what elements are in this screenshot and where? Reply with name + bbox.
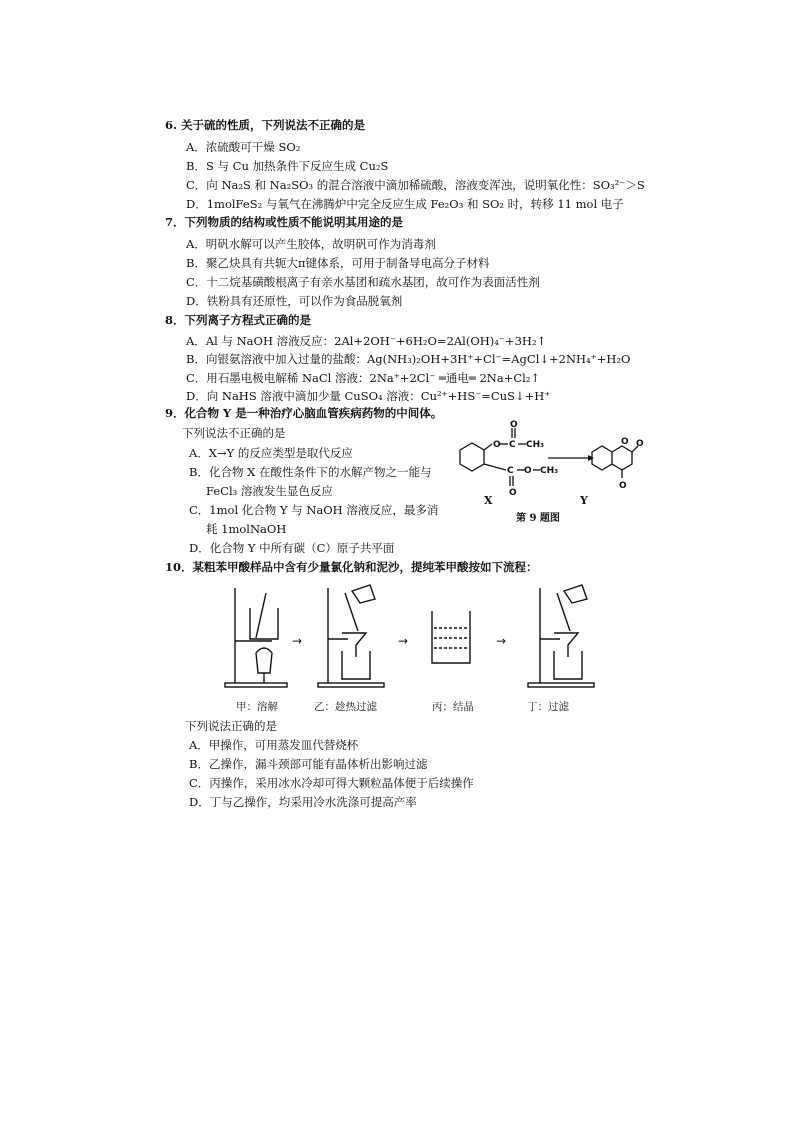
q9-option-a: A．X→Y 的反应类型是取代反应 [189, 446, 353, 460]
svg-text:O: O [524, 466, 532, 476]
q10-step-crystallize: 丙：结晶 [432, 701, 474, 713]
apparatus-filtration [528, 585, 594, 687]
q7-option-b: B．聚乙炔具有共轭大π键体系，可用于制备导电高分子材料 [186, 256, 490, 270]
q8-option-a: A．Al 与 NaOH 溶液反应：2Al+2OH⁻+6H₂O=2Al(OH)₄⁻+3H₂↑ [186, 334, 547, 348]
q10-apparatus-diagram [220, 583, 600, 693]
q10-option-b: B．乙操作，漏斗颈部可能有晶体析出影响过滤 [189, 757, 428, 771]
q9-option-c-line1: C．1mol 化合物 Y 与 NaOH 溶液反应，最多消 [189, 503, 439, 517]
flow-arrow-2: → [398, 634, 409, 648]
q9-option-d: D．化合物 Y 中所有碳（C）原子共平面 [189, 541, 395, 555]
q9-option-b-line1: B．化合物 X 在酸性条件下的水解产物之一能与 [189, 465, 432, 479]
q9-option-c-line2: 耗 1molNaOH [206, 522, 287, 536]
svg-text:O: O [636, 439, 644, 449]
q10-option-d: D．丁与乙操作，均采用冷水洗涤可提高产率 [189, 795, 417, 809]
q10-stem: 10．某粗苯甲酸样品中含有少量氯化钠和泥沙，提纯苯甲酸按如下流程： [165, 560, 538, 574]
q10-step-filtration: 丁：过滤 [527, 701, 569, 713]
q8-option-c: C．用石墨电极电解稀 NaCl 溶液：2Na⁺+2Cl⁻ ═通电═ 2Na+Cl₂↑ [186, 371, 541, 385]
q6-option-b: B．S 与 Cu 加热条件下反应生成 Cu₂S [186, 159, 389, 173]
y-benzene-ring [592, 446, 612, 470]
q10-option-c: C．丙操作，采用冰水冷却可得大颗粒晶体便于后续操作 [189, 776, 474, 790]
q9-sub-stem: 下列说法不正确的是 [182, 426, 286, 440]
q10-step-hot-filtration: 乙：趁热过滤 [314, 701, 377, 713]
q6-option-d: D．1molFeS₂ 与氧气在沸腾炉中完全反应生成 Fe₂O₃ 和 SO₂ 时，转移 11 mol 电子 [186, 197, 624, 211]
x-benzene-ring [460, 443, 484, 471]
q9-label-y: Y [580, 494, 588, 507]
svg-text:O: O [509, 488, 517, 498]
q9-stem: 9．化合物 Y 是一种治疗心脑血管疾病药物的中间体。 [165, 406, 443, 420]
q8-option-d: D．向 NaHS 溶液中滴加少量 CuSO₄ 溶液：Cu²⁺+HS⁻=CuS↓+H⁺ [186, 389, 551, 403]
reaction-arrow-head [588, 455, 594, 461]
q10-sub-stem: 下列说法正确的是 [185, 719, 277, 733]
q7-option-d: D．铁粉具有还原性，可以作为食品脱氧剂 [186, 294, 403, 308]
q10-step-dissolve: 甲：溶解 [236, 701, 278, 713]
apparatus-crystallization [432, 611, 470, 663]
q6-option-a: A．浓硫酸可干燥 SO₂ [186, 140, 301, 154]
q9-option-b-line2: FeCl₃ 溶液发生显色反应 [206, 484, 333, 498]
svg-text:CH₃: CH₃ [540, 466, 559, 476]
apparatus-dissolve [225, 588, 287, 687]
q7-option-c: C．十二烷基磺酸根离子有亲水基团和疏水基团，故可作为表面活性剂 [186, 275, 540, 289]
svg-text:O: O [510, 420, 518, 430]
svg-text:CH₃: CH₃ [526, 440, 545, 450]
flow-arrow-3: → [496, 634, 507, 648]
q9-label-x: X [484, 494, 493, 507]
q10-option-a: A．甲操作，可用蒸发皿代替烧杯 [189, 738, 359, 752]
svg-text:C: C [509, 440, 516, 450]
q8-stem: 8．下列离子方程式正确的是 [165, 313, 312, 327]
svg-text:O: O [619, 481, 627, 491]
svg-text:O: O [621, 437, 629, 447]
q8-option-b: B．向银氨溶液中加入过量的盐酸：Ag(NH₃)₂OH+3H⁺+Cl⁻=AgCl↓+2NH₄⁺+H₂O [186, 352, 631, 366]
q7-option-a: A．明矾水解可以产生胶体，故明矾可作为消毒剂 [186, 237, 436, 251]
q6-option-c: C．向 Na₂S 和 Na₂SO₃ 的混合溶液中滴加稀硫酸，溶液变浑浊，说明氧化性：SO₃²⁻＞S [186, 178, 645, 192]
q9-figure-caption: 第 9 题图 [516, 513, 560, 524]
apparatus-hot-filtration [318, 585, 384, 687]
flow-arrow-1: → [292, 634, 303, 648]
svg-text:C: C [507, 466, 514, 476]
q7-stem: 7．下列物质的结构或性质不能说明其用途的是 [165, 215, 403, 229]
q9-reaction-figure [440, 420, 644, 505]
svg-text:O: O [493, 440, 501, 450]
q6-stem: 6. 关于硫的性质，下列说法不正确的是 [165, 118, 366, 132]
